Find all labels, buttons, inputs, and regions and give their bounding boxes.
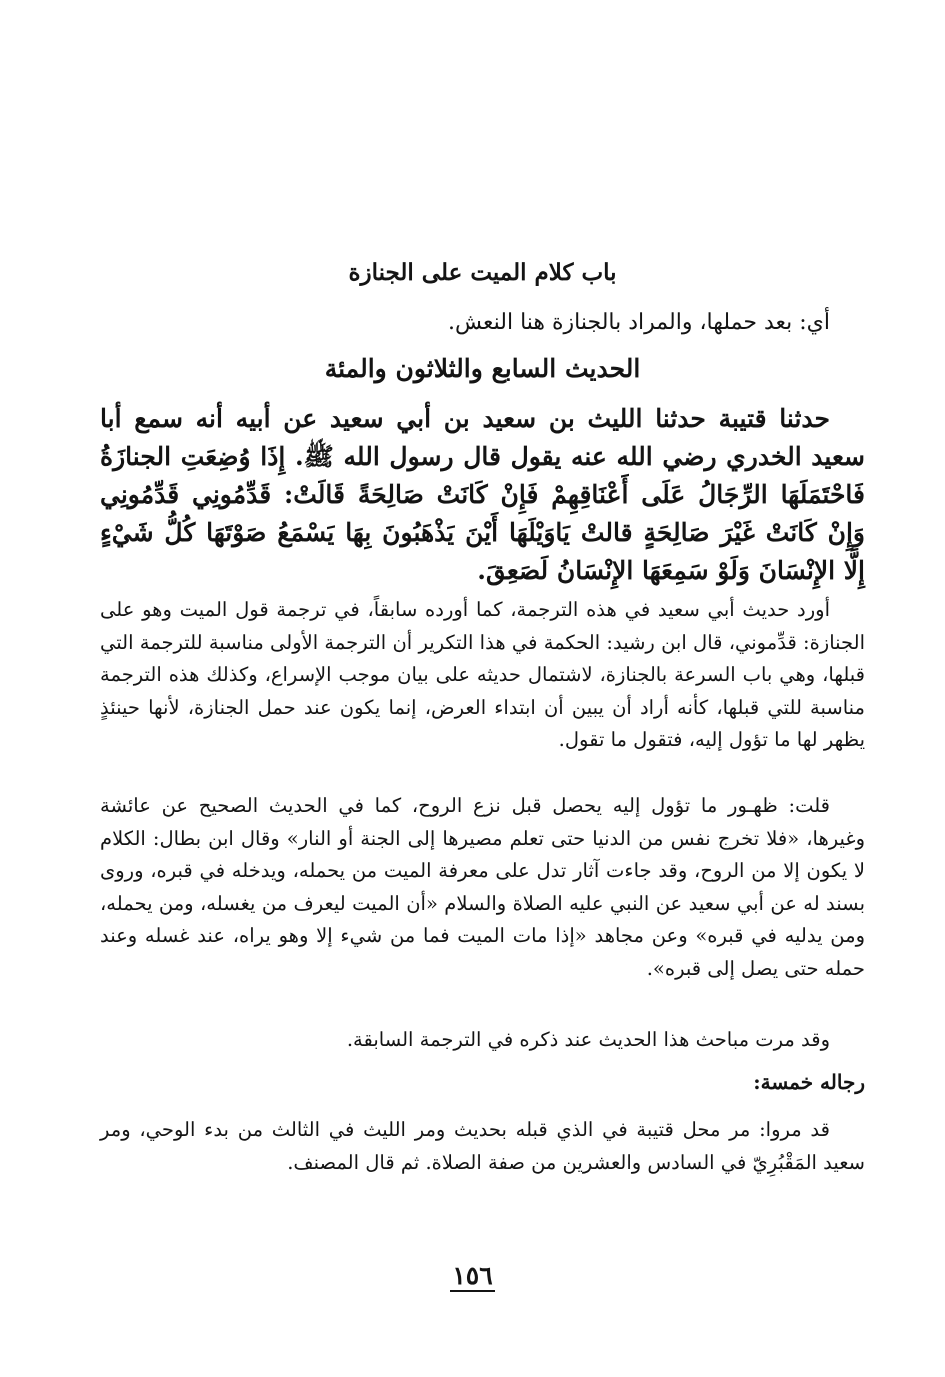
page-number-text: ١٥٦ <box>452 1261 493 1290</box>
hadith-text: حدثنا قتيبة حدثنا الليث بن سعيد بن أبي سعيد عن أبيه أنه سمع أبا سعيد الخدري رضي الله عنه يقول قال رسول الله ﷺ. إِذَا وُضِعَتِ الجنازَةُ فَاحْتَمَلَهَا الرِّجَالُ عَلَى أَعْنَاقِهِمْ فَإِنْ كَانَتْ صَالِحَةً قَالَتْ: قَدِّمُونِي قَدِّمُونِي وَإِنْ كَانَتْ غَيْرَ صَالِحَةٍ قالتْ يَاوَيْلَهَا أَيْنَ يَذْهَبُونَ بِهَا يَسْمَعُ صَوْتَهَا كُلُّ شَيْءٍ إِلَّا الإِنْسَانَ وَلَوْ سَمِعَهَا الإِنْسَانُ لَصَعِقَ. <box>100 404 865 585</box>
commentary-paragraph-1: أورد حديث أبي سعيد في هذه الترجمة، كما أورده سابقاً، في ترجمة قول الميت وهو على الجنازة: قدِّموني، قال ابن رشيد: الحكمة في هذا التكرير أن الترجمة الأولى مناسبة للترجمة التي قبلها، وهي باب السرعة بالجنازة، لاشتمال حديثه على بيان موجب الإسراع، وكذلك هذه الترجمة مناسبة للتي قبلها، كأنه أراد أن يبين أن ابتداء العرض، إنما يكون عند حمل الجنازة، لأنها حينئذٍ يظهر لها ما تؤول إليه، فتقول ما تقول. <box>100 598 865 751</box>
commentary-paragraph-3: وقد مرت مباحث هذا الحديث عند ذكره في الترجمة السابقة. <box>346 1028 830 1051</box>
chapter-gloss: أي: بعد حملها، والمراد بالجنازة هنا النعش. <box>447 310 830 335</box>
commentary-paragraph-2: قلت: ظهـور ما تؤول إليه يحصل قبل نزع الروح، كما في الحديث الصحيح عن عائشة وغيرها، «فلا تخرج نفس من الدنيا حتى تعلم مصيرها إلى الجنة أو النار» وقال ابن بطال: الكلام لا يكون إلا من الروح، وقد جاءت آثار تدل على معرفة الميت من يحمله، ويدخله في قبره، وروى بسند له عن أبي سعيد عن النبي عليه الصلاة والسلام «أن الميت ليعرف من يغسله، ومن يحمله، ومن يدليه في قبره» وعن مجاهد «إذا مات الميت فما من شيء إلا وهو يراه، عند غسله وعند حمله حتى يصل إلى قبره». <box>100 794 865 980</box>
page-number <box>0 1261 945 1290</box>
narrators-paragraph: قد مروا: مر محل قتيبة في الذي قبله بحديث ومر الليث في الثالث من بدء الوحي، ومر سعيد المَقْبُرِيّ في السادس والعشرين من صفة الصلاة. ثم قال المصنف. <box>100 1118 865 1174</box>
narrators-heading: رجاله خمسة: <box>753 1070 865 1094</box>
chapter-title: باب كلام الميت على الجنازة <box>348 259 617 286</box>
hadith-heading: الحديث السابع والثلاثون والمئة <box>324 354 641 383</box>
